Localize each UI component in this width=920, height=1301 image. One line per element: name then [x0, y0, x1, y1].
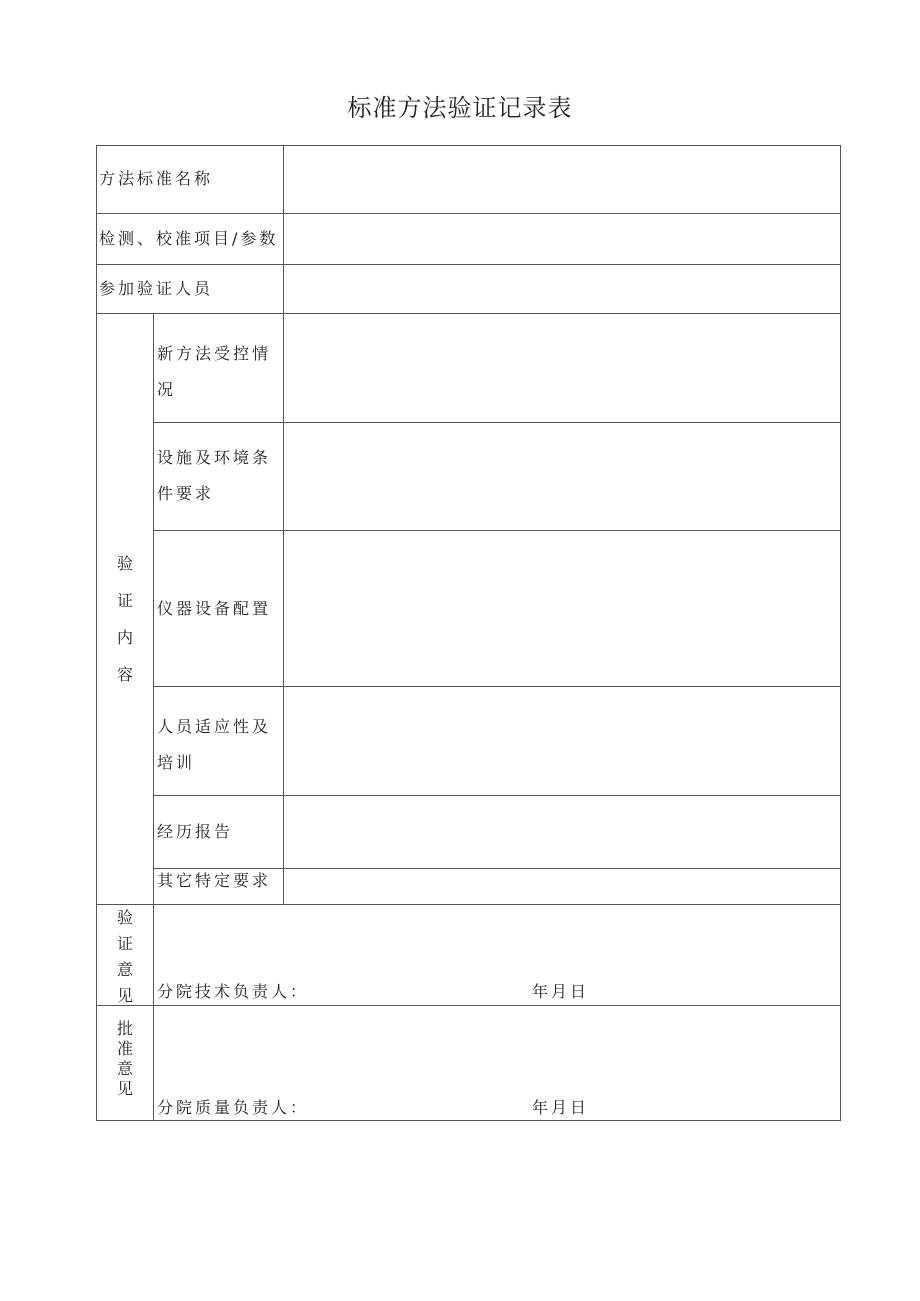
verification-content-label: 验 证 内 容	[116, 554, 133, 684]
controlled-status-label: 新方法受控情 况	[157, 344, 272, 399]
staff-training-label: 人员适应性及 培训	[157, 717, 272, 772]
approval-opinion-label: 批 准 意 见	[116, 1019, 133, 1098]
method-name-label: 方法标准名称	[99, 169, 214, 188]
experience-report-label: 经历报告	[157, 822, 234, 841]
approval-date-label: 年月日	[532, 1098, 590, 1117]
other-requirements-label: 其它特定要求	[157, 871, 272, 890]
tech-lead-signature-label: 分院技术负责人：	[157, 982, 310, 1001]
personnel-label: 参加验证人员	[99, 279, 214, 298]
opinion-date-label: 年月日	[532, 982, 590, 1001]
record-table	[96, 145, 841, 1121]
quality-lead-signature-label: 分院质量负责人：	[157, 1098, 310, 1117]
verification-opinion-label: 验 证 意 见	[116, 908, 133, 1005]
page-title: 标准方法验证记录表	[347, 94, 573, 122]
facilities-label: 设施及环境条 件要求	[157, 448, 272, 503]
instruments-label: 仪器设备配置	[157, 599, 272, 618]
test-items-label: 检测、校准项目/参数	[99, 229, 279, 248]
